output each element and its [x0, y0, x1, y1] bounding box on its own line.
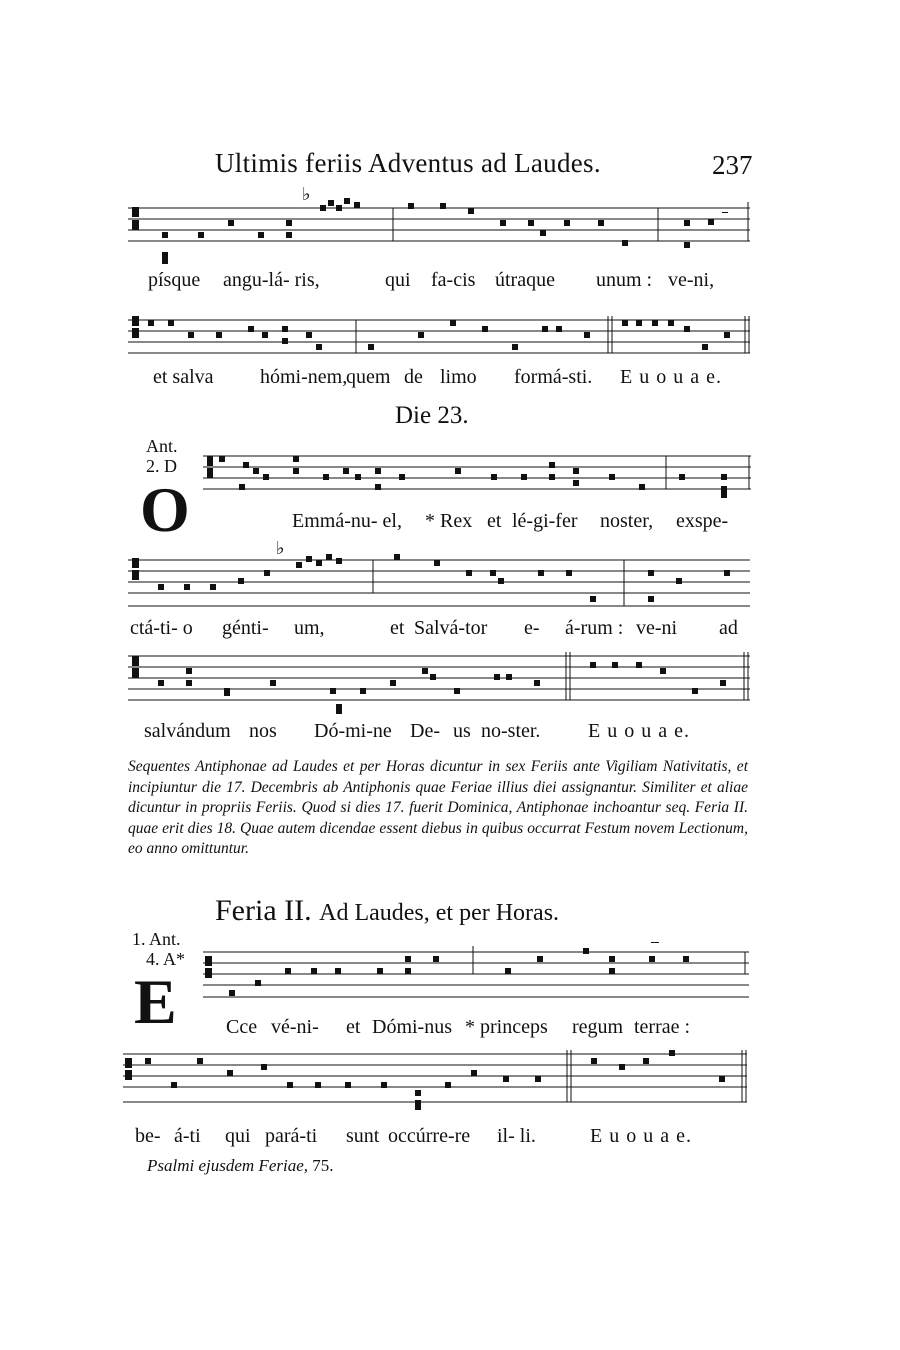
staff-system-4 [128, 540, 753, 610]
syllable: fa-cis [431, 269, 476, 291]
syllable: pará-ti [265, 1125, 318, 1147]
syllable: exspe- [676, 510, 729, 532]
psalmi-page: 75. [312, 1156, 334, 1175]
initial-letter: O [140, 474, 190, 545]
syllable: lé-gi-fer [512, 510, 578, 532]
antiphon-label: Ant. [146, 436, 178, 456]
syllable: ve-ni, [668, 269, 715, 291]
syllable: Dómi-nus [372, 1016, 452, 1038]
antiphon-label: 1. Ant. [132, 929, 181, 949]
syllable: Salvá-tor [414, 617, 488, 639]
syllable: unum : [596, 269, 653, 291]
rubric-text: Sequentes Antiphonae ad Laudes et per Horas dicuntur in sex Feriis ante Vigiliam Nativitatis, et incipiuntur die 17. Decembris ab Antiphonis quae Feriae illius diei assignantur. Similiter et aliae dicuntur in propriis Feriis. Quod si dies 17. fuerit Dominica, Antiphonae inchoantur seq. Feria II. quae erit dies 18. Quae autem dicendae essent diebus in quibus occurrat Festum novem Lectionum, eo anno omittuntur. [128, 758, 748, 857]
page-header-title: Ultimis feriis Adventus ad Laudes. [215, 148, 601, 178]
mode-label: 4. A* [146, 949, 186, 969]
syllable: Emmá-nu- el, [292, 510, 402, 532]
syllable: de [404, 366, 423, 388]
staff-system-3 [203, 448, 755, 508]
syllable: sunt [346, 1125, 380, 1147]
syllable: hómi-nem, [260, 366, 348, 388]
syllable: qui [225, 1125, 251, 1147]
initial-letter: E [134, 966, 177, 1037]
lyrics-system-6 [0, 1016, 900, 1040]
staff-system-6 [203, 940, 753, 1010]
syllable: limo [440, 366, 477, 388]
lyrics-system-2 [0, 366, 900, 390]
syllable: et salva [153, 366, 214, 388]
syllable: E u o u a e. [590, 1125, 692, 1147]
syllable: occúrre-re [388, 1125, 471, 1147]
syllable: qui [385, 269, 411, 291]
lyrics-system-5 [0, 720, 900, 744]
syllable: quem [346, 366, 391, 388]
syllable: De- [410, 720, 440, 742]
syllable: * princeps [465, 1016, 548, 1038]
syllable: nos [249, 720, 277, 742]
feria-title: Feria II. [215, 894, 312, 927]
mode-label: 2. D [146, 456, 177, 476]
syllable: formá-sti. [514, 366, 593, 388]
syllable: génti- [222, 617, 269, 639]
syllable: terrae : [634, 1016, 691, 1038]
syllable: * Rex [425, 510, 473, 532]
syllable: ad [719, 617, 738, 639]
syllable: E u o u a e. [620, 366, 722, 388]
syllable: um, [294, 617, 325, 639]
syllable: e- [524, 617, 540, 639]
syllable: et [346, 1016, 361, 1038]
psalmi-reference [147, 1156, 334, 1176]
lyrics-system-7 [0, 1125, 900, 1149]
syllable: et [390, 617, 405, 639]
syllable: E u o u a e. [588, 720, 690, 742]
staff-system-2 [128, 310, 753, 370]
lyrics-system-4 [0, 617, 900, 641]
svg-text:♭: ♭ [276, 538, 285, 559]
syllable: útraque [495, 269, 555, 291]
syllable: á-ti [174, 1125, 201, 1147]
syllable: noster, [600, 510, 654, 532]
svg-text:♭: ♭ [302, 184, 311, 205]
page-number: 237 [712, 150, 753, 180]
section-heading-feria-ii [215, 894, 559, 928]
syllable: Dó-mi-ne [314, 720, 392, 742]
syllable: salvándum [144, 720, 231, 742]
section-heading-die-23: Die 23. [395, 402, 469, 429]
syllable: regum [572, 1016, 624, 1038]
syllable: ctá-ti- o [130, 617, 193, 639]
syllable: angu-lá- ris, [223, 269, 320, 291]
syllable: á-rum : [565, 617, 624, 639]
psalmi-label: Psalmi ejusdem Feriae, [147, 1156, 308, 1175]
lyrics-system-3 [0, 510, 900, 534]
syllable: et [487, 510, 502, 532]
syllable: be- [135, 1125, 161, 1147]
feria-subtitle: Ad Laudes, et per Horas. [319, 900, 560, 926]
staff-system-7 [123, 1046, 751, 1116]
syllable: vé-ni- [271, 1016, 319, 1038]
syllable: us [453, 720, 471, 742]
lyrics-system-1 [0, 269, 900, 293]
staff-system-5 [128, 648, 753, 720]
syllable: Cce [226, 1016, 258, 1038]
syllable: písque [148, 269, 201, 291]
syllable: ve-ni [636, 617, 678, 639]
syllable: no-ster. [481, 720, 541, 742]
staff-system-1 [128, 184, 753, 272]
syllable: il- li. [497, 1125, 536, 1147]
